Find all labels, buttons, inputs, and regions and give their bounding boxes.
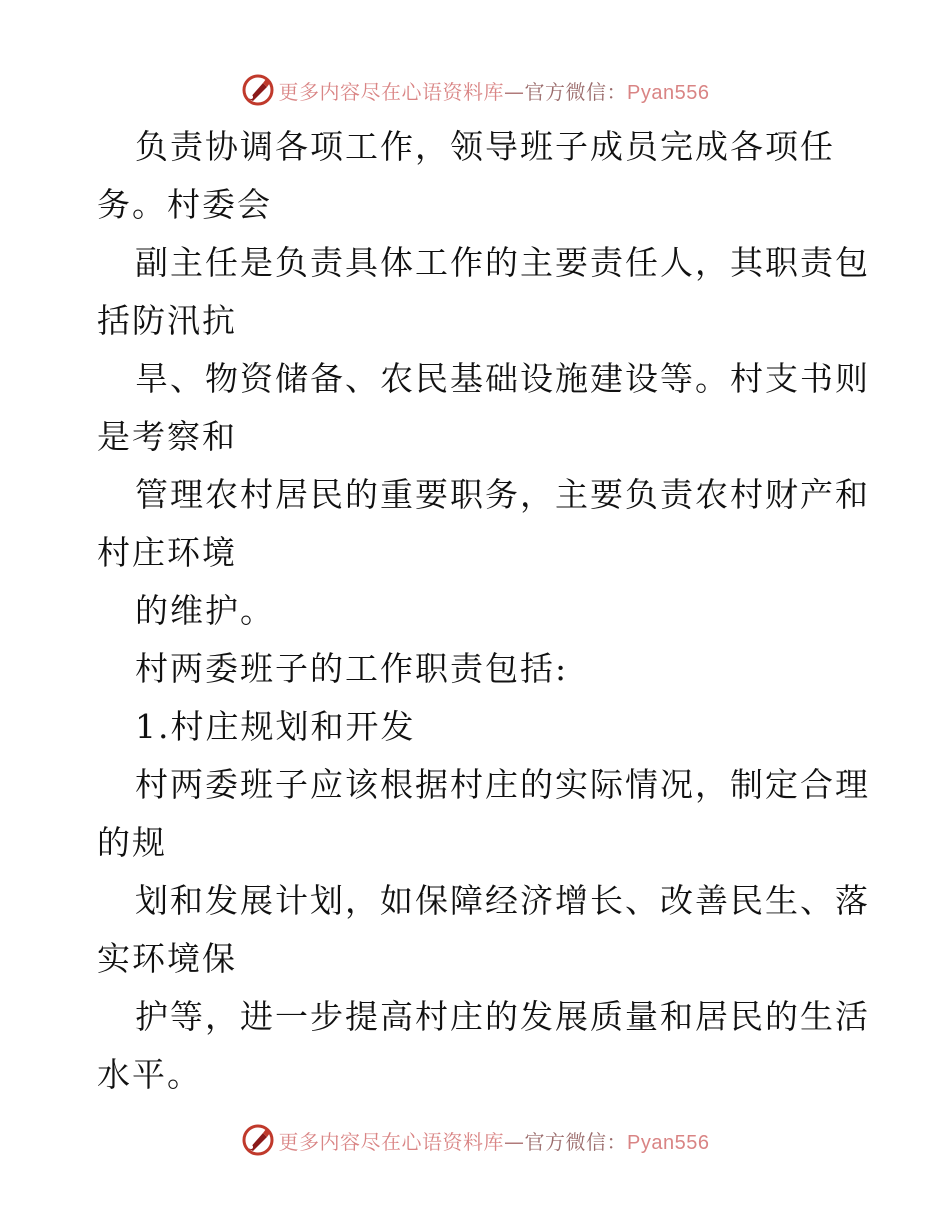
text-line: 实环境保: [97, 939, 237, 978]
watermark-wechat-label: 官方微信：: [524, 1129, 628, 1154]
watermark-main: 更多内容尽在心语资料库: [278, 79, 505, 104]
text-line: 的规: [97, 823, 167, 862]
watermark-dash: —: [504, 1129, 525, 1154]
watermark-dash: —: [504, 79, 525, 104]
text-line: 括防汛抗: [97, 301, 237, 340]
text-line: 水平。: [97, 1055, 202, 1094]
text-line: 的维护。: [135, 591, 275, 630]
section-heading: 1.村庄规划和开发: [135, 707, 416, 746]
text-line: 村两委班子的工作职责包括:: [135, 649, 569, 688]
text-line: 村两委班子应该根据村庄的实际情况，制定合理: [135, 765, 870, 804]
footer-watermark: [0, 1120, 950, 1160]
watermark-wechat-id: Pyan556: [627, 81, 710, 104]
text-line: 旱、物资储备、农民基础设施建设等。村支书则: [135, 359, 870, 398]
text-line: 划和发展计划，如保障经济增长、改善民生、落: [135, 881, 870, 920]
text-line: 负责协调各项工作，领导班子成员完成各项任: [135, 127, 835, 166]
header-watermark: [0, 70, 950, 110]
text-line: 村庄环境: [97, 533, 237, 572]
pen-logo-icon: [241, 73, 275, 107]
pen-logo-icon: [241, 1123, 275, 1157]
document-body: [97, 118, 870, 1104]
text-line: 护等，进一步提高村庄的发展质量和居民的生活: [135, 997, 870, 1036]
watermark-wechat-id: Pyan556: [627, 1131, 710, 1154]
text-line: 管理农村居民的重要职务，主要负责农村财产和: [135, 475, 870, 514]
text-line: 是考察和: [97, 417, 237, 456]
watermark-text: [279, 76, 710, 105]
text-line: 务。村委会: [97, 185, 272, 224]
watermark-main: 更多内容尽在心语资料库: [278, 1129, 505, 1154]
watermark-text: [279, 1126, 710, 1155]
watermark-wechat-label: 官方微信：: [524, 79, 628, 104]
text-line: 副主任是负责具体工作的主要责任人，其职责包: [135, 243, 870, 282]
